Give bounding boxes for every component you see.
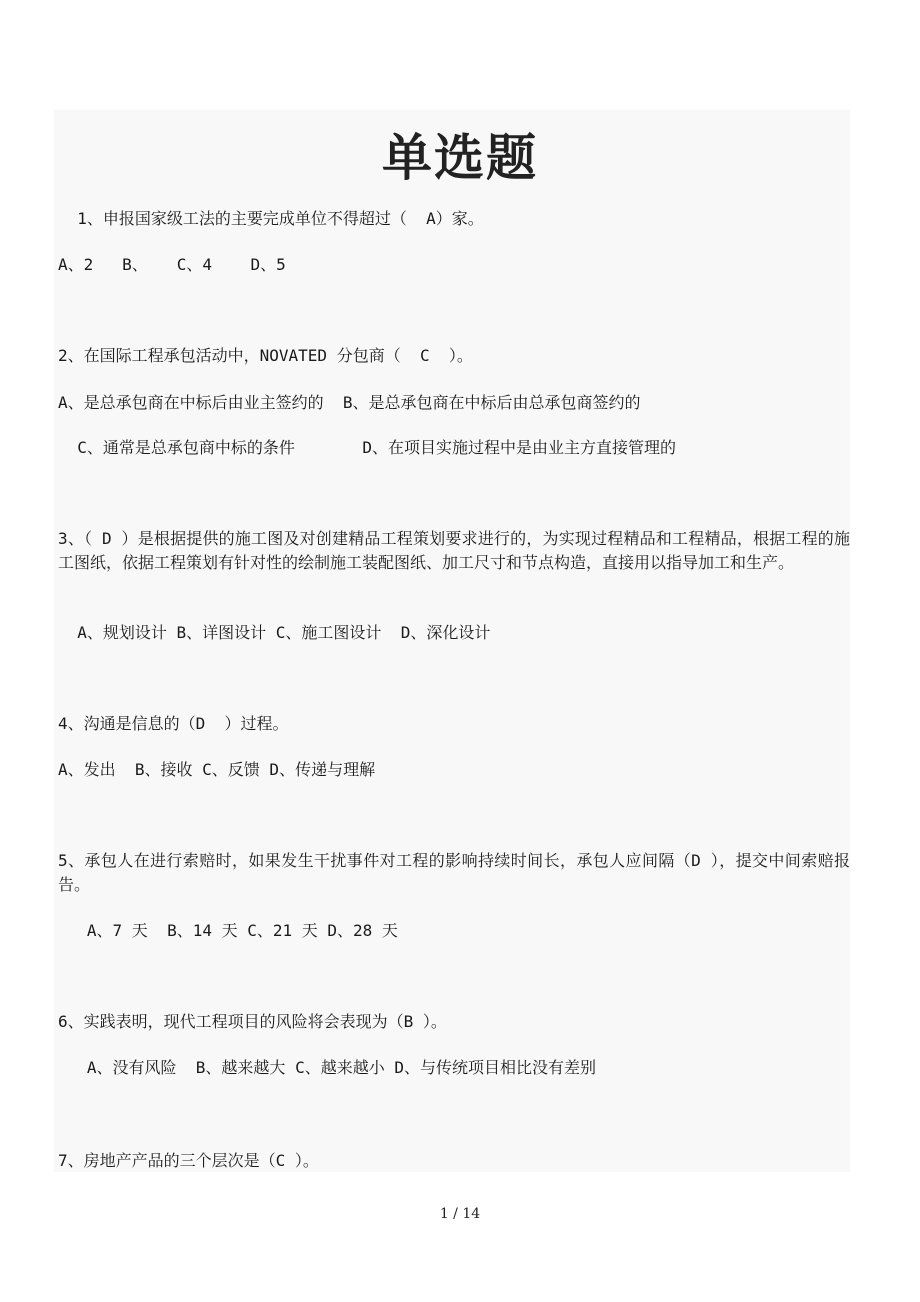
- question-1-options: A、2 B、 C、4 D、5: [58, 255, 286, 274]
- question-5-options: A、7 天 B、14 天 C、21 天 D、28 天: [58, 921, 398, 940]
- question-1-stem: 1、申报国家级工法的主要完成单位不得超过（ A）家。: [58, 209, 484, 228]
- question-2-stem: 2、在国际工程承包活动中，NOVATED 分包商（ C ）。: [58, 346, 473, 365]
- question-7-stem: 7、房地产产品的三个层次是（C ）。: [58, 1151, 319, 1170]
- question-2-options-line-1: A、是总承包商在中标后由业主签约的 B、是总承包商在中标后由总承包商签约的: [58, 393, 641, 412]
- question-5-stem: 5、承包人在进行索赔时，如果发生干扰事件对工程的影响持续时间长，承包人应间隔（D ），提交中间索赔报告。: [58, 851, 850, 894]
- question-3-options: A、规划设计 B、详图设计 C、施工图设计 D、深化设计: [58, 623, 491, 642]
- page-title: 单选题: [382, 129, 538, 187]
- question-2-options-line-2: C、通常是总承包商中标的条件 D、在项目实施过程中是由业主方直接管理的: [58, 438, 676, 457]
- question-6-options: A、没有风险 B、越来越大 C、越来越小 D、与传统项目相比没有差别: [58, 1058, 596, 1077]
- question-4-options: A、发出 B、接收 C、反馈 D、传递与理解: [58, 760, 376, 779]
- question-3-stem: 3、（ D ）是根据提供的施工图及对创建精品工程策划要求进行的，为实现过程精品和工程精品，根据工程的施工图纸，依据工程策划有针对性的绘制施工装配图纸、加工尺寸和节点构造，直接用以指导加工和生产。: [58, 529, 850, 572]
- question-6-stem: 6、实践表明，现代工程项目的风险将会表现为（B ）。: [58, 1012, 447, 1031]
- question-4-stem: 4、沟通是信息的（D ）过程。: [58, 714, 289, 733]
- page-number: 1 / 14: [439, 1206, 481, 1222]
